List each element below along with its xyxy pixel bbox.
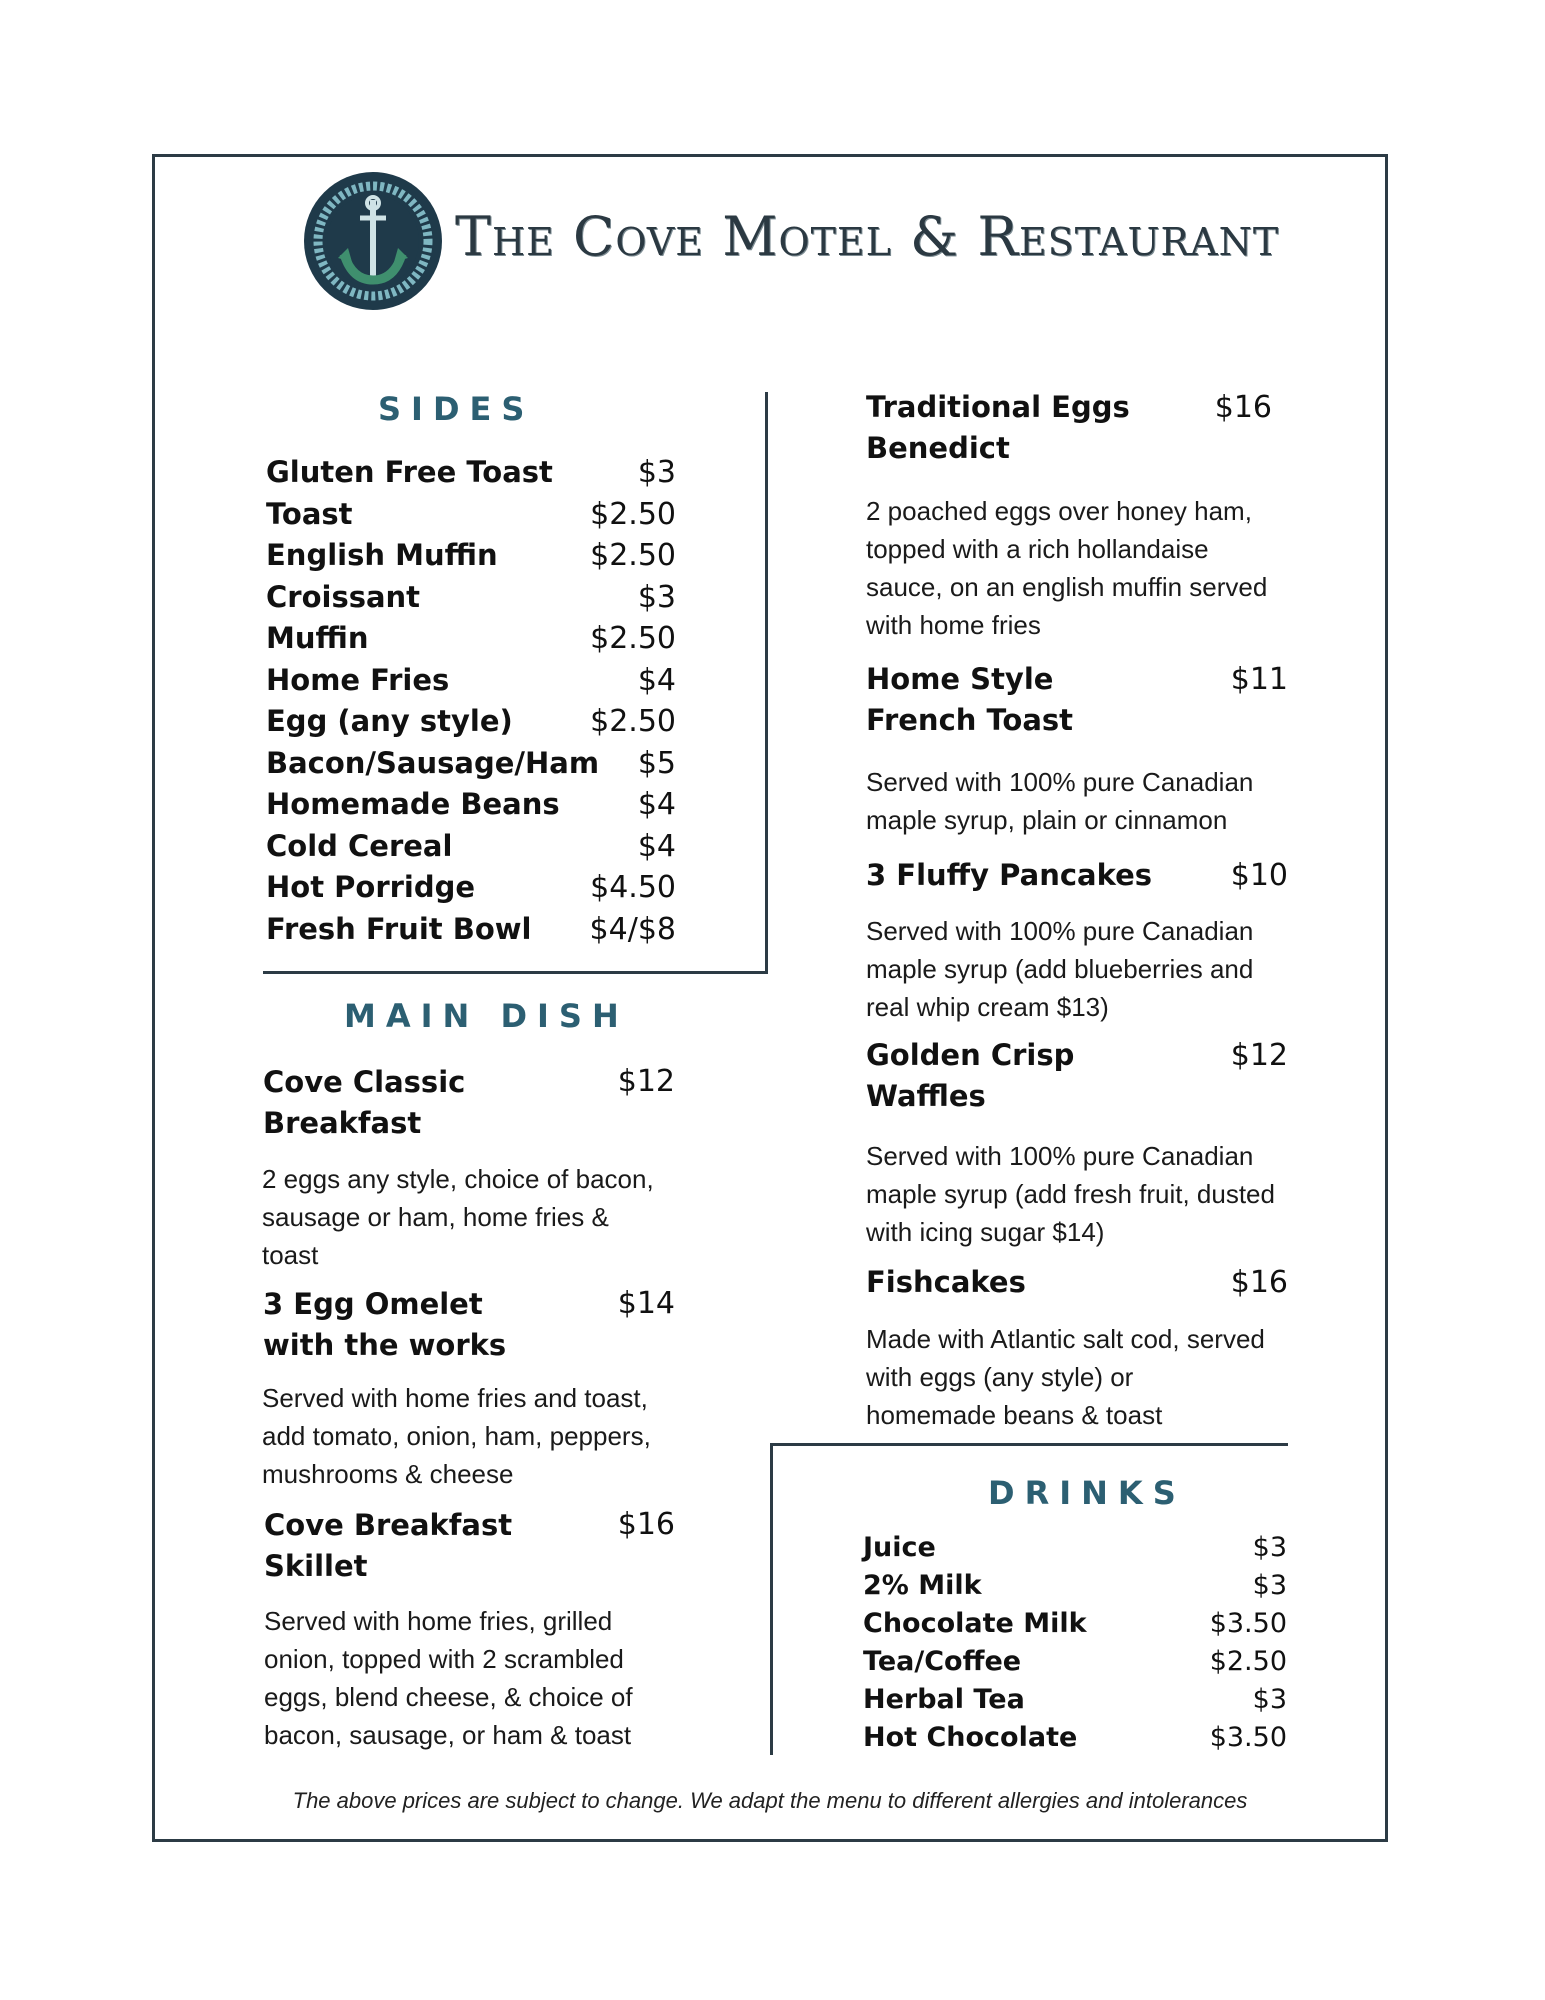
dish-price: $12 [1230,1038,1288,1073]
dish-name: Fishcakes [866,1265,1026,1299]
sides-bottom-rule [263,971,768,974]
list-item: Herbal Tea $3 [863,1684,1287,1715]
dish-name: Traditional Eggs Benedict [866,390,1130,465]
list-item: Toast $2.50 [266,497,676,532]
list-item: Egg (any style) $2.50 [266,704,676,739]
dish-price: $12 [617,1064,675,1099]
dish-price: $10 [1230,858,1288,893]
list-item: Hot Chocolate $3.50 [863,1722,1287,1753]
dish-price: $14 [617,1286,675,1321]
dish-description: Served with 100% pure Canadian maple syrup (add fresh fruit, dusted with icing sugar $14) [866,1141,1275,1247]
anchor-rope-logo-icon [302,170,444,312]
dish-description: Made with Atlantic salt cod, served with eggs (any style) or homemade beans & toast [866,1324,1265,1430]
dish-price: $16 [617,1507,675,1542]
list-item: Bacon/Sausage/Ham $5 [266,746,676,781]
dish-price: $16 [1230,1265,1288,1300]
dish-description: 2 eggs any style, choice of bacon, sausage or ham, home fries & toast [262,1164,654,1270]
dish-name: Cove Breakfast Skillet [264,1508,513,1583]
footer-note: The above prices are subject to change. We adapt the menu to different allergies and intolerances [292,1788,1248,1813]
dish-name: Cove Classic Breakfast [263,1065,466,1140]
list-item: Hot Porridge $4.50 [266,870,676,905]
drinks-title: DRINKS [988,1474,1186,1512]
list-item: Muffin $2.50 [266,621,676,656]
list-item: Homemade Beans $4 [266,787,676,822]
drinks-top-rule [770,1443,1288,1446]
restaurant-name: The Cove Motel & Restaurant [455,205,1280,268]
list-item: Home Fries $4 [266,663,676,698]
dish-name: Golden Crisp Waffles [866,1038,1075,1113]
dish-description: Served with 100% pure Canadian maple syrup, plain or cinnamon [866,767,1254,835]
dish-description: Served with 100% pure Canadian maple syrup (add blueberries and real whip cream $13) [866,916,1254,1022]
list-item: Fresh Fruit Bowl $4/$8 [266,912,676,947]
drinks-vertical-rule [770,1443,773,1755]
dish-description: Served with home fries and toast, add tomato, onion, ham, peppers, mushrooms & cheese [262,1383,651,1489]
dish-description: Served with home fries, grilled onion, topped with 2 scrambled eggs, blend cheese, & choice of bacon, sausage, or ham & toast [264,1606,633,1750]
dish-price: $11 [1230,662,1288,697]
list-item: Tea/Coffee $2.50 [863,1646,1287,1677]
dish-name: 3 Fluffy Pancakes [866,858,1153,892]
list-item: 2% Milk $3 [863,1570,1287,1601]
list-item: English Muffin $2.50 [266,538,676,573]
main-dish-title: MAIN DISH [344,997,629,1035]
dish-price: $16 [1214,390,1272,425]
dish-name: Home Style French Toast [866,662,1074,737]
list-item: Juice $3 [863,1532,1287,1563]
list-item: Cold Cereal $4 [266,829,676,864]
sides-vertical-rule [765,392,768,974]
dish-description: 2 poached eggs over honey ham, topped with a rich hollandaise sauce, on an english muffin served with home fries [866,496,1268,640]
list-item: Chocolate Milk $3.50 [863,1608,1287,1639]
list-item: Gluten Free Toast $3 [266,455,676,490]
sides-title: SIDES [378,390,535,428]
dish-name: 3 Egg Omelet with the works [263,1287,507,1362]
list-item: Croissant $3 [266,580,676,615]
